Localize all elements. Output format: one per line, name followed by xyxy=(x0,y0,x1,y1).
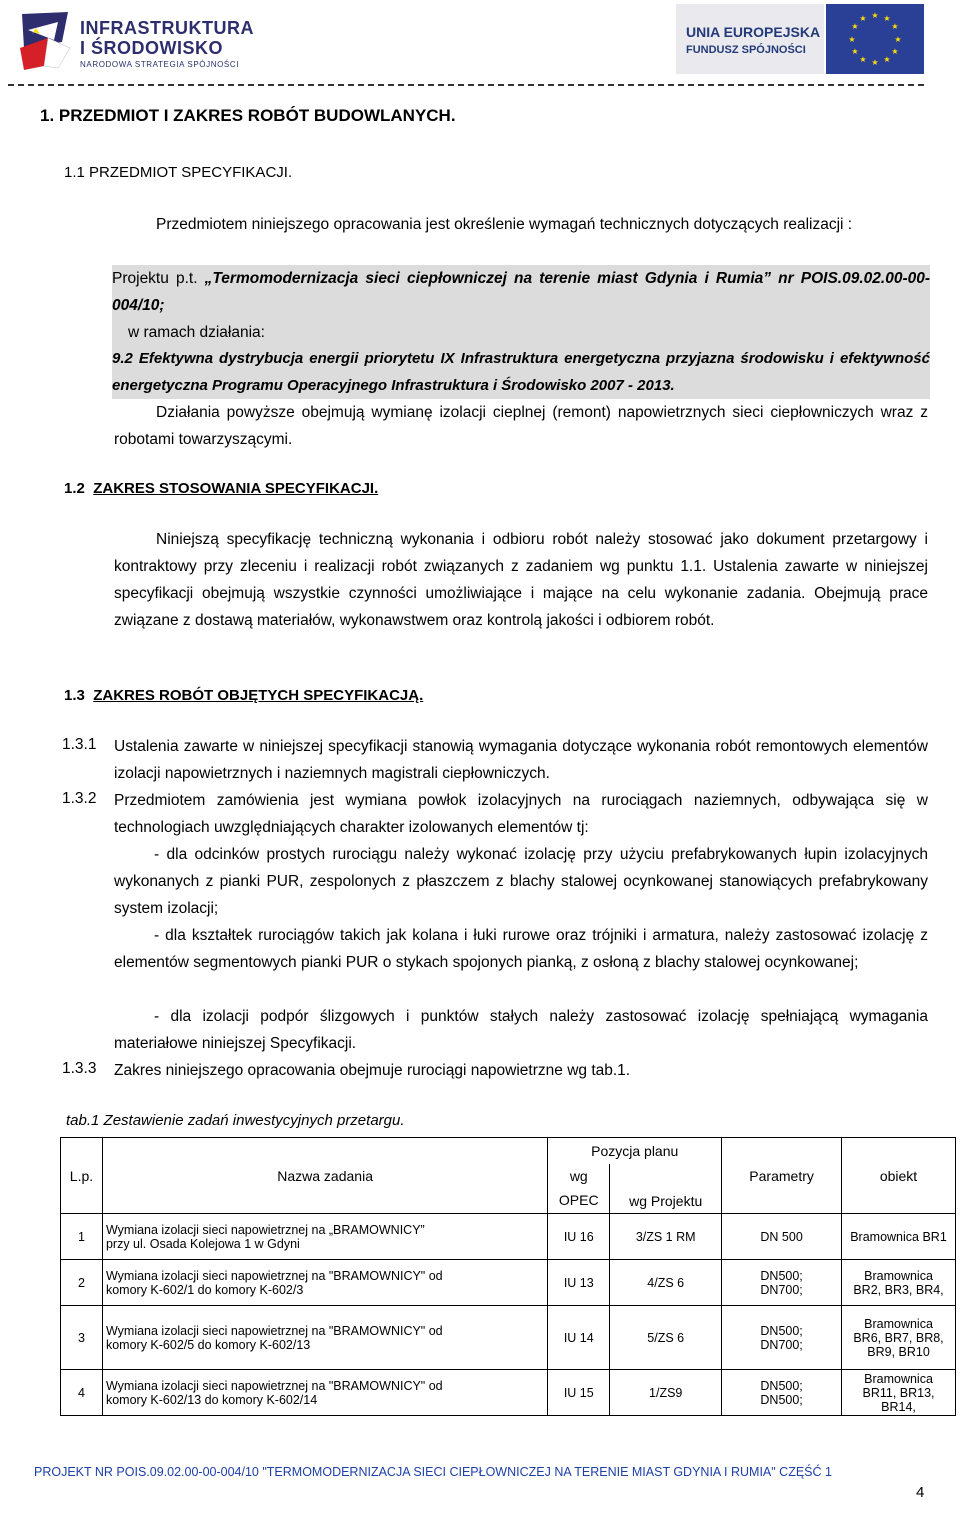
row-object-2: BR2, BR3, BR4, xyxy=(853,1282,944,1297)
bullet-2-text: - dla kształtek rurociągów takich jak kolana i łuki rurowe oraz trójniki i armatura, należy zastosować izolację z elementów segmentowych pianki PUR o stykach spojonych pianką, z osłoną z blachy stalowej ocynkowanej; xyxy=(114,927,928,971)
th-plan: Pozycja planu xyxy=(548,1138,722,1164)
project-title: „Termomodernizacja sieci ciepłowniczej na terenie miast Gdynia i Rumia” nr POIS.09.02.00-00-004/10; xyxy=(112,270,931,314)
row-params xyxy=(722,1370,842,1416)
logo-line-1: INFRASTRUKTURA xyxy=(80,18,254,38)
item-1-3-2-text: Przedmiotem zamówienia jest wymiana powłok izolacyjnych na rurociągach naziemnych, odbywająca się w technologiach uwzględniających charakter izolowanych elementów tj: xyxy=(114,792,928,836)
item-1-3-1 xyxy=(114,733,928,787)
scope-text: Działania powyższe obejmują wymianę izolacji cieplnej (remont) napowietrznych sieci ciepłowniczych wraz z robotami towarzyszącymi. xyxy=(114,404,928,448)
row-name xyxy=(102,1260,547,1306)
row-param-2: DN700; xyxy=(760,1337,803,1352)
row-param-1: DN500; xyxy=(760,1268,803,1283)
svg-text:★: ★ xyxy=(883,14,891,23)
frame-text: w ramach działania: xyxy=(128,324,265,341)
table-row xyxy=(61,1306,956,1370)
eu-logo-line-2: FUNDUSZ SPÓJNOŚCI xyxy=(686,44,806,56)
row-name-line-2: komory K-602/5 do komory K-602/13 xyxy=(105,1337,311,1352)
row-name-line-1: Wymiana izolacji sieci napowietrznej na "BRAMOWNICY" od xyxy=(105,1323,443,1338)
row-lp: 1 xyxy=(61,1214,103,1260)
row-object xyxy=(842,1370,956,1416)
row-opec: IU 15 xyxy=(548,1370,610,1416)
footer-project: PROJEKT NR POIS.09.02.00-00-004/10 "TERMOMODERNIZACJA SIECI CIEPŁOWNICZEJ NA TERENIE MIAST GDYNIA I RUMIA" CZĘŚĆ 1 xyxy=(34,1465,832,1479)
row-object-2: BR6, BR7, BR8, xyxy=(853,1330,944,1345)
item-1-3-2 xyxy=(114,787,928,841)
row-params xyxy=(722,1306,842,1370)
row-name xyxy=(102,1370,547,1416)
project-prefix: Projektu p.t. xyxy=(112,270,205,287)
row-name-line-1: Wymiana izolacji sieci napowietrznej na „BRAMOWNICY” xyxy=(105,1222,425,1237)
row-param-2: DN700; xyxy=(760,1282,803,1297)
row-params xyxy=(722,1260,842,1306)
svg-text:★: ★ xyxy=(894,35,902,44)
frame-line xyxy=(112,319,930,346)
th-wg-proj: wg Projektu xyxy=(610,1164,722,1214)
eu-logo-line-1: UNIA EUROPEJSKA xyxy=(686,24,821,40)
th-name: Nazwa zadania xyxy=(102,1138,547,1214)
table-row xyxy=(61,1370,956,1416)
svg-text:★: ★ xyxy=(891,22,899,31)
row-object-1: Bramownica BR1 xyxy=(850,1229,947,1244)
logo-line-3: NARODOWA STRATEGIA SPÓJNOŚCI xyxy=(80,60,240,69)
row-lp: 4 xyxy=(61,1370,103,1416)
section-1-2-num: 1.2 xyxy=(64,480,85,497)
row-object xyxy=(842,1306,956,1370)
section-1-2-text: Niniejszą specyfikację techniczną wykonania i odbioru robót należy stosować jako dokument przetargowy i kontraktowy przy zleceniu i realizacji robót związanych z zadaniem wg punktu 1.1. Ustalenia zawarte w niniejszej specyfikacji obejmują wszystkie czynności umożliwiające i mające na celu wykonanie zadania. Obejmują prace związane z dostawą materiałów, wykonawstwem oraz kontrolą jakości i odbiorem robót. xyxy=(114,531,928,629)
row-name xyxy=(102,1214,547,1260)
row-lp: 2 xyxy=(61,1260,103,1306)
row-proj: 4/ZS 6 xyxy=(610,1260,722,1306)
project-paragraph xyxy=(112,265,930,319)
section-1-2-paragraph xyxy=(114,526,928,634)
item-1-3-1-num: 1.3.1 xyxy=(62,736,97,753)
svg-text:★: ★ xyxy=(871,11,879,20)
bullet-1 xyxy=(114,841,928,922)
row-param-1: DN500; xyxy=(760,1378,803,1393)
svg-text:★: ★ xyxy=(859,14,867,23)
item-1-3-3-text: Zakres niniejszego opracowania obejmuje rurociągi napowietrzne wg tab.1. xyxy=(114,1062,631,1079)
item-1-3-2-num: 1.3.2 xyxy=(62,790,97,807)
th-object: obiekt xyxy=(842,1138,956,1214)
svg-text:★: ★ xyxy=(851,22,859,31)
section-1-title: 1. PRZEDMIOT I ZAKRES ROBÓT BUDOWLANYCH. xyxy=(40,106,456,125)
page-number: 4 xyxy=(916,1484,925,1501)
section-1-2-title xyxy=(64,480,378,497)
row-object-1: Bramownica xyxy=(864,1371,933,1386)
logo-line-2: I ŚRODOWISKO xyxy=(80,38,224,58)
row-object xyxy=(842,1214,956,1260)
header-divider xyxy=(8,84,924,86)
item-1-3-1-text: Ustalenia zawarte w niniejszej specyfikacji stanowią wymagania dotyczące wykonania robót remontowych elementów izolacji napowietrznych i naziemnych magistrali ciepłowniczych. xyxy=(114,738,928,782)
bullet-2 xyxy=(114,922,928,976)
row-name-line-1: Wymiana izolacji sieci napowietrznej na "BRAMOWNICY" od xyxy=(105,1378,443,1393)
row-param-1: DN 500 xyxy=(760,1229,803,1244)
row-params xyxy=(722,1214,842,1260)
action-paragraph xyxy=(112,345,930,399)
item-1-3-3 xyxy=(114,1057,928,1084)
table-caption: tab.1 Zestawienie zadań inwestycyjnych przetargu. xyxy=(66,1112,405,1129)
intro-paragraph xyxy=(114,211,928,238)
section-1-1-title: 1.1 PRZEDMIOT SPECYFIKACJI. xyxy=(64,164,293,181)
eu-logo xyxy=(676,4,926,74)
row-opec: IU 13 xyxy=(548,1260,610,1306)
row-name-line-2: komory K-602/1 do komory K-602/3 xyxy=(105,1282,304,1297)
row-opec: IU 14 xyxy=(548,1306,610,1370)
eu-flag-icon xyxy=(826,4,924,74)
section-1-3-num: 1.3 xyxy=(64,687,85,704)
row-proj: 1/ZS9 xyxy=(610,1370,722,1416)
section-1-2-label: ZAKRES STOSOWANIA SPECYFIKACJI. xyxy=(93,480,379,497)
row-object-1: Bramownica xyxy=(864,1316,933,1331)
th-params: Parametry xyxy=(722,1138,842,1214)
table-row xyxy=(61,1214,956,1260)
infrastruktura-logo xyxy=(18,8,254,74)
section-1-3-title xyxy=(64,687,423,704)
svg-text:★: ★ xyxy=(859,55,867,64)
svg-text:★: ★ xyxy=(883,55,891,64)
row-name-line-1: Wymiana izolacji sieci napowietrznej na "BRAMOWNICY" od xyxy=(105,1268,443,1283)
bullet-3 xyxy=(114,1003,928,1057)
svg-text:★: ★ xyxy=(848,35,856,44)
row-opec: IU 16 xyxy=(548,1214,610,1260)
row-lp: 3 xyxy=(61,1306,103,1370)
row-param-1: DN500; xyxy=(760,1323,803,1338)
tasks-table xyxy=(60,1137,956,1416)
intro-text: Przedmiotem niniejszego opracowania jest określenie wymagań technicznych dotyczących realizacji : xyxy=(156,216,853,233)
flag-logo-icon xyxy=(18,8,76,72)
scope-paragraph xyxy=(114,399,928,453)
action-text: 9.2 Efektywna dystrybucja energii priorytetu IX Infrastruktura energetyczna przyjazna środowisku i efektywność energetyczna Programu Operacyjnego Infrastruktura i Środowisko 2007 - 2013. xyxy=(112,350,930,394)
row-object-2: BR11, BR13, BR14, xyxy=(862,1385,935,1414)
svg-text:★: ★ xyxy=(851,47,859,56)
row-name xyxy=(102,1306,547,1370)
row-param-2: DN500; xyxy=(760,1392,803,1407)
svg-text:★: ★ xyxy=(871,58,879,67)
section-1-3-label: ZAKRES ROBÓT OBJĘTYCH SPECYFIKACJĄ. xyxy=(93,687,424,704)
row-proj: 3/ZS 1 RM xyxy=(610,1214,722,1260)
table-row xyxy=(61,1260,956,1306)
bullet-1-text: - dla odcinków prostych rurociągu należy wykonać izolację przy użyciu prefabrykowanych łupin izolacyjnych wykonanych z pianki PUR, zespolonych z płaszczem z blachy stalowej ocynkowanej stanowiących prefabrykowany system izolacji; xyxy=(114,846,928,917)
svg-text:★: ★ xyxy=(891,47,899,56)
row-object-3: BR9, BR10 xyxy=(867,1344,930,1359)
item-1-3-3-num: 1.3.3 xyxy=(62,1060,97,1077)
row-proj: 5/ZS 6 xyxy=(610,1306,722,1370)
row-object-1: Bramownica xyxy=(864,1268,933,1283)
row-name-line-2: przy ul. Osada Kolejowa 1 w Gdyni xyxy=(105,1236,300,1251)
bullet-3-text: - dla izolacji podpór ślizgowych i punktów stałych należy zastosować izolację spełniającą wymagania materiałowe niniejszej Specyfikacji. xyxy=(114,1008,928,1052)
row-object xyxy=(842,1260,956,1306)
th-lp: L.p. xyxy=(61,1138,103,1214)
row-name-line-2: komory K-602/13 do komory K-602/14 xyxy=(105,1392,318,1407)
th-wg-opec: wg OPEC xyxy=(548,1164,610,1214)
